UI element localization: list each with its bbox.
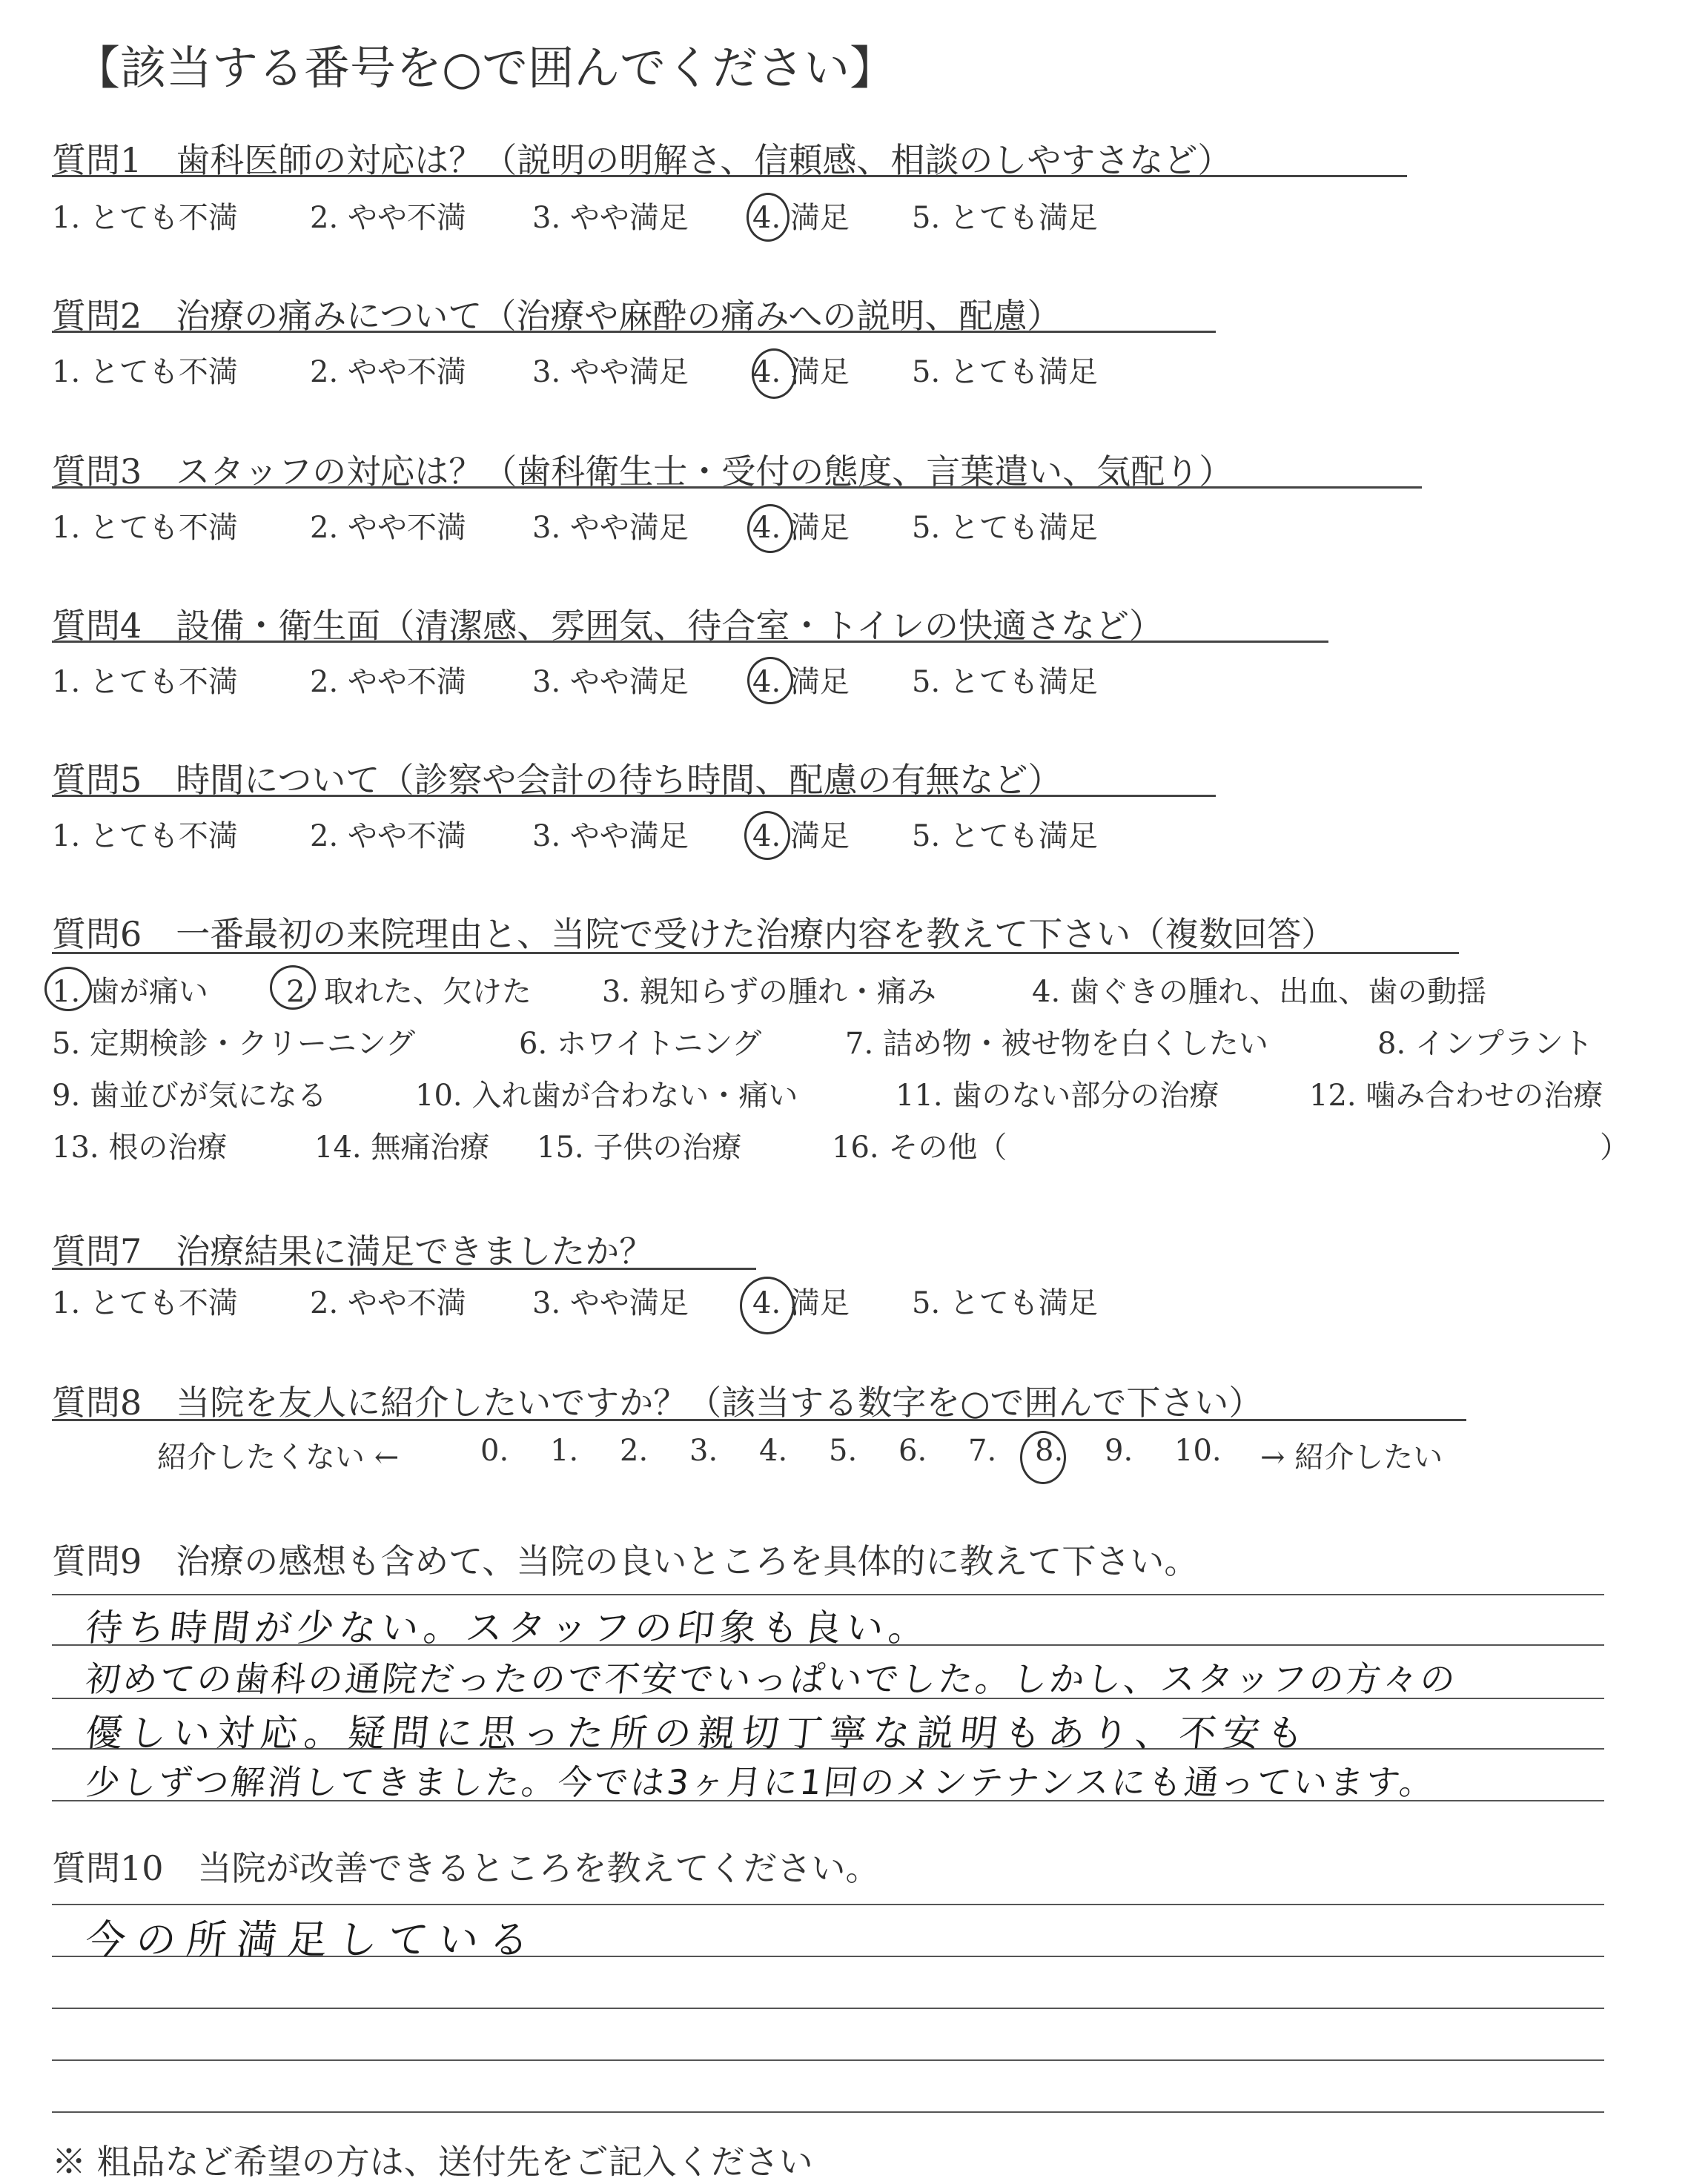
q6-option-6[interactable]: 6. ホワイトニング: [519, 1027, 762, 1061]
question-2-underline: [52, 331, 1216, 333]
q7-option-2[interactable]: 2. やや不満: [310, 1286, 466, 1320]
q2-option-4[interactable]: 4. 満足: [752, 355, 850, 389]
question-1-title: 質問1 歯科医師の対応は？（説明の明解さ、信頼感、相談のしやすさなど）: [52, 140, 1232, 180]
q9-answer-line-1: 待ち時間が少ない。スタッフの印象も良い。: [83, 1606, 933, 1649]
q1-selected-circle: [747, 193, 790, 242]
q10-ruled-line-3: [52, 2008, 1604, 2009]
q4-option-4[interactable]: 4. 満足: [752, 665, 850, 699]
q6-selected-circle-1: [44, 967, 92, 1011]
question-3-title: 質問3 スタッフの対応は？（歯科衛生士・受付の態度、言葉遣い、気配り）: [52, 451, 1234, 492]
q6-option-3[interactable]: 3. 親知らずの腫れ・痛み: [602, 975, 936, 1009]
q6-option-1[interactable]: 1. 歯が痛い: [52, 975, 208, 1009]
q2-option-2[interactable]: 2. やや不満: [310, 355, 466, 389]
q8-scale-0[interactable]: 0.: [480, 1434, 509, 1468]
q1-option-2[interactable]: 2. やや不満: [310, 201, 466, 235]
q6-option-11[interactable]: 11. 歯のない部分の治療: [896, 1079, 1219, 1113]
q7-selected-circle: [740, 1277, 795, 1334]
q3-option-1[interactable]: 1. とても不満: [52, 511, 238, 545]
q7-option-3[interactable]: 3. やや満足: [532, 1286, 689, 1320]
question-7-underline: [52, 1268, 756, 1270]
q1-option-4[interactable]: 4. 満足: [752, 201, 850, 235]
q8-scale-3[interactable]: 3.: [689, 1434, 718, 1468]
q8-scale-2[interactable]: 2.: [620, 1434, 649, 1468]
q6-option-16[interactable]: 16. その他（: [832, 1131, 1007, 1165]
q8-scale-7[interactable]: 7.: [968, 1434, 997, 1468]
q9-answer-line-2: 初めての歯科の通院だったので不安でいっぱいでした。しかし、スタッフの方々の: [83, 1659, 1460, 1700]
q1-option-5[interactable]: 5. とても満足: [912, 201, 1098, 235]
question-6-underline: [52, 952, 1459, 954]
footer-cut-text: ※ 粗品など希望の方は、送付先をご記入ください: [52, 2142, 813, 2182]
q6-selected-circle-2: [270, 965, 316, 1010]
q6-option-13[interactable]: 13. 根の治療: [52, 1131, 228, 1165]
q5-option-3[interactable]: 3. やや満足: [532, 819, 689, 853]
q6-option-10[interactable]: 10. 入れ歯が合わない・痛い: [415, 1079, 798, 1113]
q10-ruled-line-5: [52, 2111, 1604, 2113]
question-4-title: 質問4 設備・衛生面（清潔感、雰囲気、待合室・トイレの快適さなど）: [52, 606, 1163, 646]
question-8-underline: [52, 1419, 1466, 1421]
q6-option-15[interactable]: 15. 子供の治療: [537, 1131, 742, 1165]
q8-scale-4[interactable]: 4.: [759, 1434, 788, 1468]
question-2-title: 質問2 治療の痛みについて（治療や麻酔の痛みへの説明、配慮）: [52, 296, 1062, 336]
q6-option-8[interactable]: 8. インプラント: [1377, 1027, 1593, 1061]
q3-selected-circle: [747, 504, 793, 553]
q6-other-close-paren: ）: [1600, 1131, 1629, 1165]
question-5-underline: [52, 795, 1216, 797]
q8-scale-6[interactable]: 6.: [898, 1434, 927, 1468]
q5-option-2[interactable]: 2. やや不満: [310, 819, 466, 853]
q9-answer-line-4: 少しずつ解消してきました。今では3ヶ月に1回のメンテナンスにも通っています。: [83, 1762, 1438, 1802]
question-10-title: 質問10 当院が改善できるところを教えてください。: [52, 1848, 880, 1888]
q6-option-14[interactable]: 14. 無痛治療: [314, 1131, 490, 1165]
q8-scale-1[interactable]: 1.: [550, 1434, 579, 1468]
q7-option-5[interactable]: 5. とても満足: [912, 1286, 1098, 1320]
q8-right-label: → 紹介したい: [1260, 1440, 1443, 1475]
q5-selected-circle: [744, 811, 790, 860]
q1-option-1[interactable]: 1. とても不満: [52, 201, 238, 235]
q2-option-3[interactable]: 3. やや満足: [532, 355, 689, 389]
page-title: 【該当する番号を○で囲んでください】: [74, 41, 896, 95]
question-6-title: 質問6 一番最初の来院理由と、当院で受けた治療内容を教えて下さい（複数回答）: [52, 914, 1336, 954]
q8-scale-9[interactable]: 9.: [1105, 1434, 1133, 1468]
q6-option-9[interactable]: 9. 歯並びが気になる: [52, 1079, 327, 1113]
q6-option-4[interactable]: 4. 歯ぐきの腫れ、出血、歯の動揺: [1032, 975, 1487, 1009]
q5-option-1[interactable]: 1. とても不満: [52, 819, 238, 853]
q3-option-5[interactable]: 5. とても満足: [912, 511, 1098, 545]
q10-ruled-line-1: [52, 1904, 1604, 1905]
q10-ruled-line-4: [52, 2059, 1604, 2061]
q5-option-4[interactable]: 4. 満足: [752, 819, 850, 853]
q2-option-1[interactable]: 1. とても不満: [52, 355, 238, 389]
q10-answer-line-1: 今の所満足している: [83, 1916, 542, 1963]
question-1-underline: [52, 175, 1407, 177]
q4-option-2[interactable]: 2. やや不満: [310, 665, 466, 699]
q2-option-5[interactable]: 5. とても満足: [912, 355, 1098, 389]
q3-option-4[interactable]: 4. 満足: [752, 511, 850, 545]
q8-scale-10[interactable]: 10.: [1174, 1434, 1222, 1468]
q7-option-1[interactable]: 1. とても不満: [52, 1286, 238, 1320]
q4-option-5[interactable]: 5. とても満足: [912, 665, 1098, 699]
q8-left-label: 紹介したくない ←: [157, 1440, 400, 1475]
q8-scale-8[interactable]: 8.: [1035, 1434, 1064, 1468]
q3-option-2[interactable]: 2. やや不満: [310, 511, 466, 545]
q9-answer-line-3: 優しい対応。疑問に思った所の親切丁寧な説明もあり、不安も: [83, 1712, 1313, 1755]
question-8-title: 質問8 当院を友人に紹介したいですか？（該当する数字を○で囲んで下さい）: [52, 1383, 1263, 1423]
q6-option-2[interactable]: 2. 取れた、欠けた: [286, 975, 532, 1009]
q4-option-3[interactable]: 3. やや満足: [532, 665, 689, 699]
q1-option-3[interactable]: 3. やや満足: [532, 201, 689, 235]
q9-ruled-line-1: [52, 1594, 1604, 1595]
q3-option-3[interactable]: 3. やや満足: [532, 511, 689, 545]
q6-option-5[interactable]: 5. 定期検診・クリーニング: [52, 1027, 416, 1061]
q4-selected-circle: [747, 657, 793, 704]
q2-selected-circle: [752, 348, 796, 399]
q6-option-12[interactable]: 12. 噛み合わせの治療: [1309, 1079, 1603, 1113]
q5-option-5[interactable]: 5. とても満足: [912, 819, 1098, 853]
q4-option-1[interactable]: 1. とても不満: [52, 665, 238, 699]
question-9-title: 質問9 治療の感想も含めて、当院の良いところを具体的に教えて下さい。: [52, 1541, 1199, 1581]
q8-scale-5[interactable]: 5.: [829, 1434, 858, 1468]
question-3-underline: [52, 486, 1422, 489]
q6-option-7[interactable]: 7. 詰め物・被せ物を白くしたい: [845, 1027, 1268, 1061]
question-5-title: 質問5 時間について（診察や会計の待ち時間、配慮の有無など）: [52, 760, 1062, 800]
question-7-title: 質問7 治療結果に満足できましたか？: [52, 1231, 654, 1271]
q7-option-4[interactable]: 4. 満足: [752, 1286, 850, 1320]
q8-selected-circle: [1020, 1431, 1066, 1484]
question-4-underline: [52, 641, 1328, 643]
